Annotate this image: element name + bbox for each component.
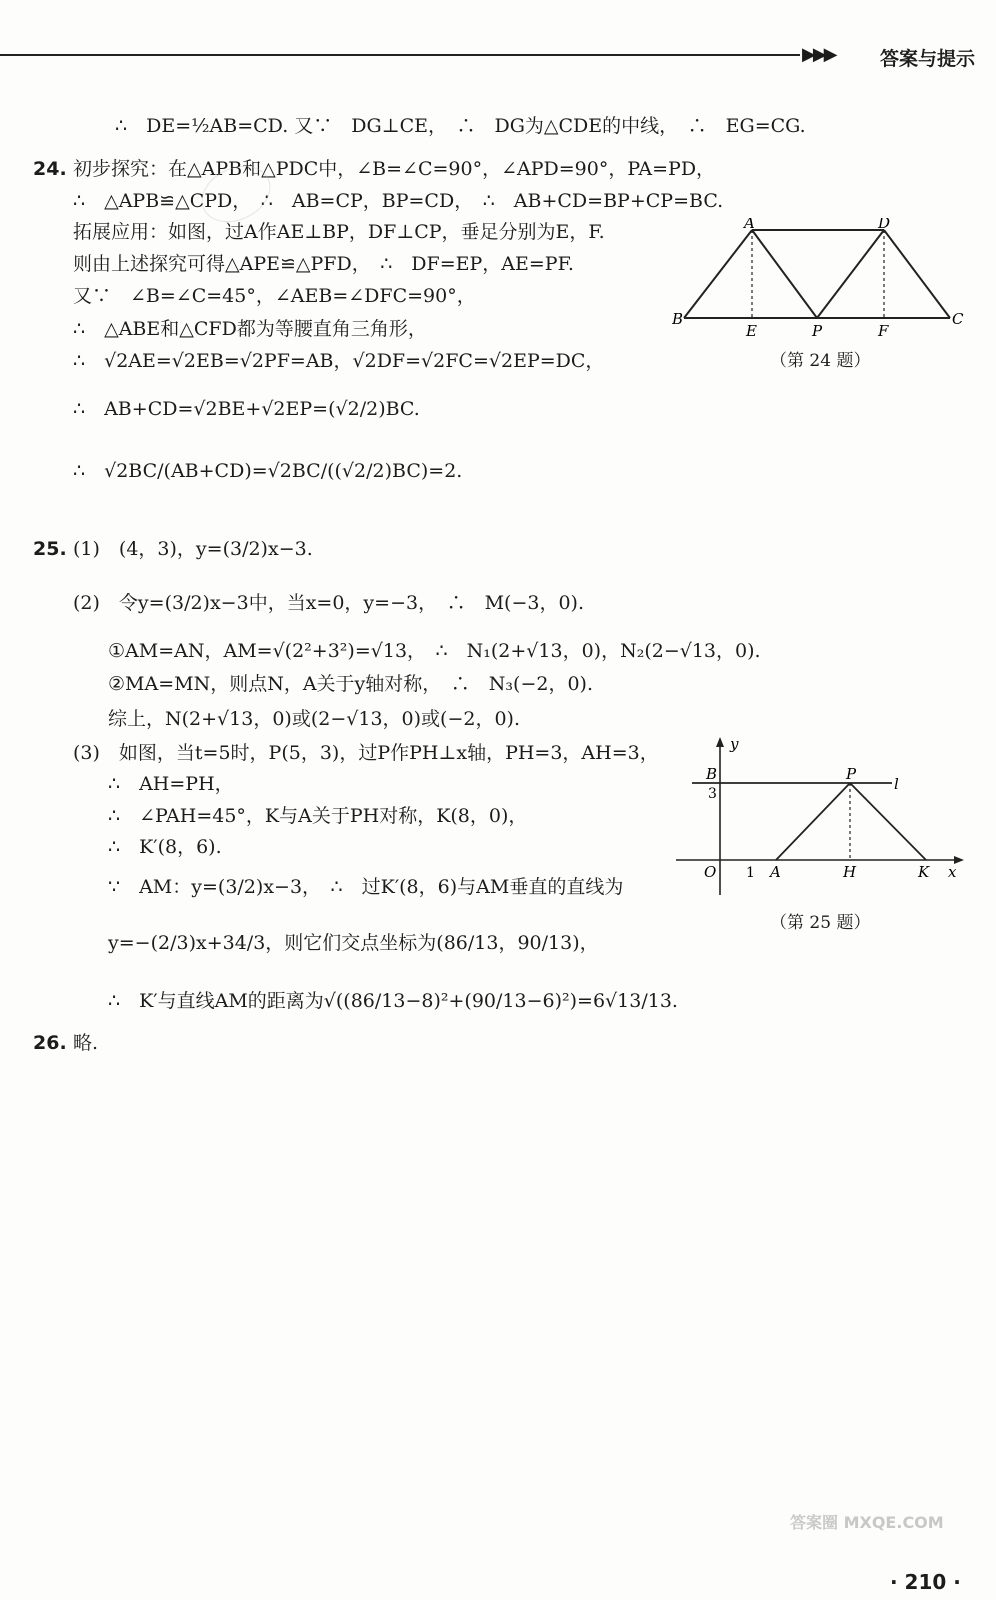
fig25-label-x: x	[948, 863, 957, 881]
answer-line: 综上，N(2+√13，0)或(2−√13，0)或(−2，0).	[108, 708, 520, 730]
answer-line: ∴ √2AE=√2EB=√2PF=AB，√2DF=√2FC=√2EP=DC，	[73, 350, 605, 372]
answer-line: (1) (4，3)，y=(3/2)x−3.	[73, 538, 313, 560]
problem-number-25: 25.	[33, 538, 67, 560]
page-header	[0, 0, 996, 70]
answer-line: ∴ K′(8，6).	[108, 836, 222, 858]
figure-24-caption: （第 24 题）	[770, 351, 871, 371]
fig24-label-f: F	[878, 322, 889, 340]
fig25-label-k: K	[918, 863, 930, 881]
fig25-label-a: A	[770, 863, 781, 881]
answer-line: y=−(2/3)x+34/3，则它们交点坐标为(86/13，90/13)，	[108, 932, 599, 954]
answer-line: 拓展应用：如图，过A作AE⊥BP，DF⊥CP，垂足分别为E，F.	[73, 221, 605, 243]
answer-line: ∴ K′与直线AM的距离为√((86/13−8)²+(90/13−6)²)=6√13/13.	[108, 990, 678, 1012]
figure-25-caption: （第 25 题）	[770, 913, 871, 933]
answer-line: ∴ △ABE和△CFD都为等腰直角三角形，	[73, 318, 427, 340]
fig25-label-h: H	[843, 863, 857, 881]
fig24-label-e: E	[746, 322, 757, 340]
fig24-label-a: A	[744, 218, 755, 232]
answer-line: (3) 如图，当t=5时，P(5，3)，过P作PH⊥x轴，PH=3，AH=3，	[73, 742, 659, 764]
fig25-label-one: 1	[746, 865, 755, 881]
answer-line: ∴ AH=PH，	[108, 773, 234, 795]
fig25-label-y: y	[730, 735, 739, 753]
answer-line: 略.	[73, 1032, 99, 1054]
fig24-label-b: B	[672, 310, 684, 328]
answer-line: 初步探究：在△APB和△PDC中，∠B=∠C=90°，∠APD=90°，PA=PD，	[73, 158, 716, 180]
problem-number-24: 24.	[33, 158, 67, 180]
answer-line: ∴ AB+CD=√2BE+√2EP=(√2/2)BC.	[73, 398, 420, 420]
figure-24-diagram	[672, 218, 972, 348]
watermark-logo: 答案圈 MXQE.COM	[790, 1513, 944, 1532]
answer-line: ∴ ∠PAH=45°，K与A关于PH对称，K(8，0)，	[108, 805, 528, 827]
fig24-label-c: C	[952, 310, 964, 328]
page-number: · 210 ·	[890, 1570, 961, 1594]
header-arrows-icon: ▶▶▶	[802, 44, 835, 65]
answer-line: 则由上述探究可得△APE≌△PFD， ∴ DF=EP，AE=PF.	[73, 253, 574, 275]
figure-25-diagram	[672, 735, 972, 900]
answer-line: 又∵ ∠B=∠C=45°，∠AEB=∠DFC=90°，	[73, 285, 476, 307]
fig25-label-three: 3	[708, 786, 717, 802]
fig25-label-o: O	[704, 863, 717, 881]
answer-line: ①AM=AN，AM=√(2²+3²)=√13， ∴ N₁(2+√13，0)，N₂(2−√13，0).	[108, 640, 761, 662]
answer-line: (2) 令y=(3/2)x−3中，当x=0，y=−3， ∴ M(−3，0).	[73, 592, 584, 614]
answer-line: ∴ △APB≌△CPD， ∴ AB=CP，BP=CD， ∴ AB+CD=BP+CP=BC.	[73, 190, 724, 212]
answer-line: ②MA=MN，则点N，A关于y轴对称， ∴ N₃(−2，0).	[108, 673, 593, 695]
answer-line: ∵ AM：y=(3/2)x−3， ∴ 过K′(8，6)与AM垂直的直线为	[108, 876, 624, 898]
fig25-label-l: l	[894, 775, 899, 793]
header-title: 答案与提示	[880, 48, 976, 70]
fig24-label-d: D	[878, 218, 891, 232]
answer-line: ∴ DE=½AB=CD. 又∵ DG⊥CE， ∴ DG为△CDE的中线， ∴ EG=CG.	[115, 115, 806, 137]
problem-number-26: 26.	[33, 1032, 67, 1054]
header-rule	[0, 54, 800, 56]
fig24-label-p: P	[812, 322, 823, 340]
answer-line: ∴ √2BC/(AB+CD)=√2BC/((√2/2)BC)=2.	[73, 460, 463, 482]
fig25-label-b: B	[706, 765, 718, 783]
fig25-label-p: P	[846, 765, 857, 783]
